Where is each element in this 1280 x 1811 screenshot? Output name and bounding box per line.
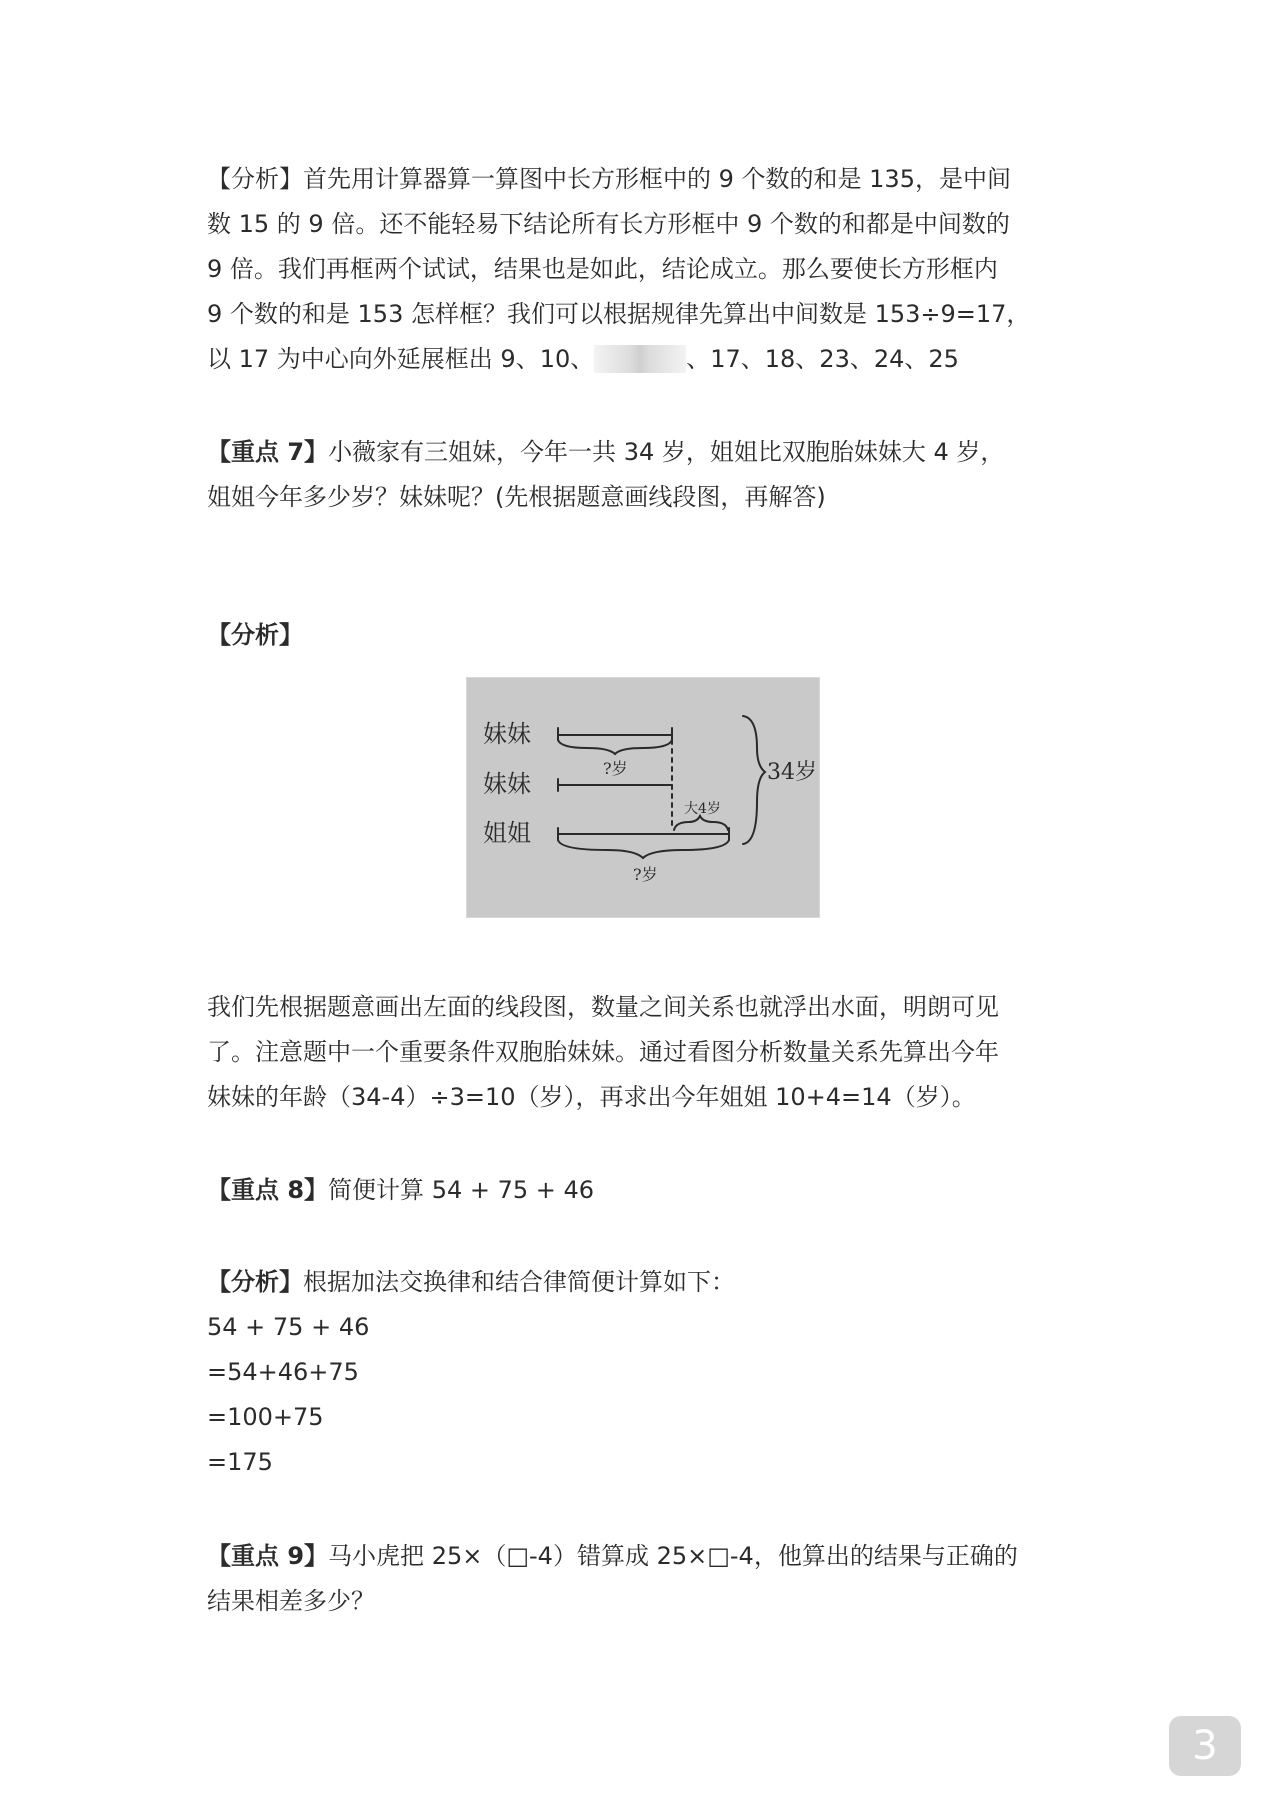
analysis-tag: 【分析】 — [207, 165, 303, 193]
line-segment-diagram — [466, 677, 820, 918]
key-point-tag: 【重点 8】 — [207, 1176, 329, 1204]
label-total: 34岁 — [767, 760, 817, 785]
key-point-tag: 【重点 7】 — [207, 438, 329, 466]
analysis-heading-2: 【分析】 — [207, 621, 303, 649]
label-top-unknown: ?岁 — [603, 759, 628, 778]
explanation-paragraph: 我们先根据题意画出左面的线段图，数量之间关系也就浮出水面，明朗可见 了。注意题中一个重要条件双胞胎妹妹。通过看图分析数量关系先算出今年 妹妹的年龄（34-4）÷3=10（岁），再求出今年姐姐 10+4=14（岁）。 — [207, 993, 999, 1111]
label-bottom-unknown: ?岁 — [633, 865, 658, 884]
label-sister-1: 妹妹 — [483, 720, 531, 748]
analysis-tag: 【分析】 — [207, 1268, 303, 1296]
key-point-8: 【重点 8】简便计算 54 + 75 + 46 — [207, 1176, 595, 1204]
blurred-text — [594, 345, 686, 373]
analysis-paragraph-1: 【分析】首先用计算器算一算图中长方形框中的 9 个数的和是 135，是中间 数 15 的 9 倍。还不能轻易下结论所有长方形框中 9 个数的和都是中间数的 9 倍。我们再框两个试试，结果也是如此，结论成立。那么要使长方形框内 9 个数的和是 153 怎样框？我们可以根据规律先算出中间数是 153÷9=17， 以 17 为中心向外延展框出 9、10、 、17、18、23、24、25 — [207, 165, 1031, 373]
label-elder-sister: 姐姐 — [483, 819, 531, 847]
page-number-badge: 3 — [1169, 1716, 1241, 1776]
key-point-tag: 【重点 9】 — [207, 1542, 329, 1570]
label-sister-2: 妹妹 — [483, 770, 531, 798]
key-point-7: 【重点 7】小薇家有三姐妹，今年一共 34 岁，姐姐比双胞胎妹妹大 4 岁， 姐姐今年多少岁？妹妹呢？(先根据题意画线段图，再解答) — [207, 438, 1005, 511]
label-difference: 大4岁 — [684, 801, 721, 817]
key-point-9: 【重点 9】马小虎把 25×（□-4）错算成 25×□-4，他算出的结果与正确的 结果相差多少？ — [207, 1542, 1018, 1615]
analysis-paragraph-3: 【分析】根据加法交换律和结合律简便计算如下： 54 + 75 + 46 =54+46+75 =100+75 =175 — [207, 1268, 735, 1476]
